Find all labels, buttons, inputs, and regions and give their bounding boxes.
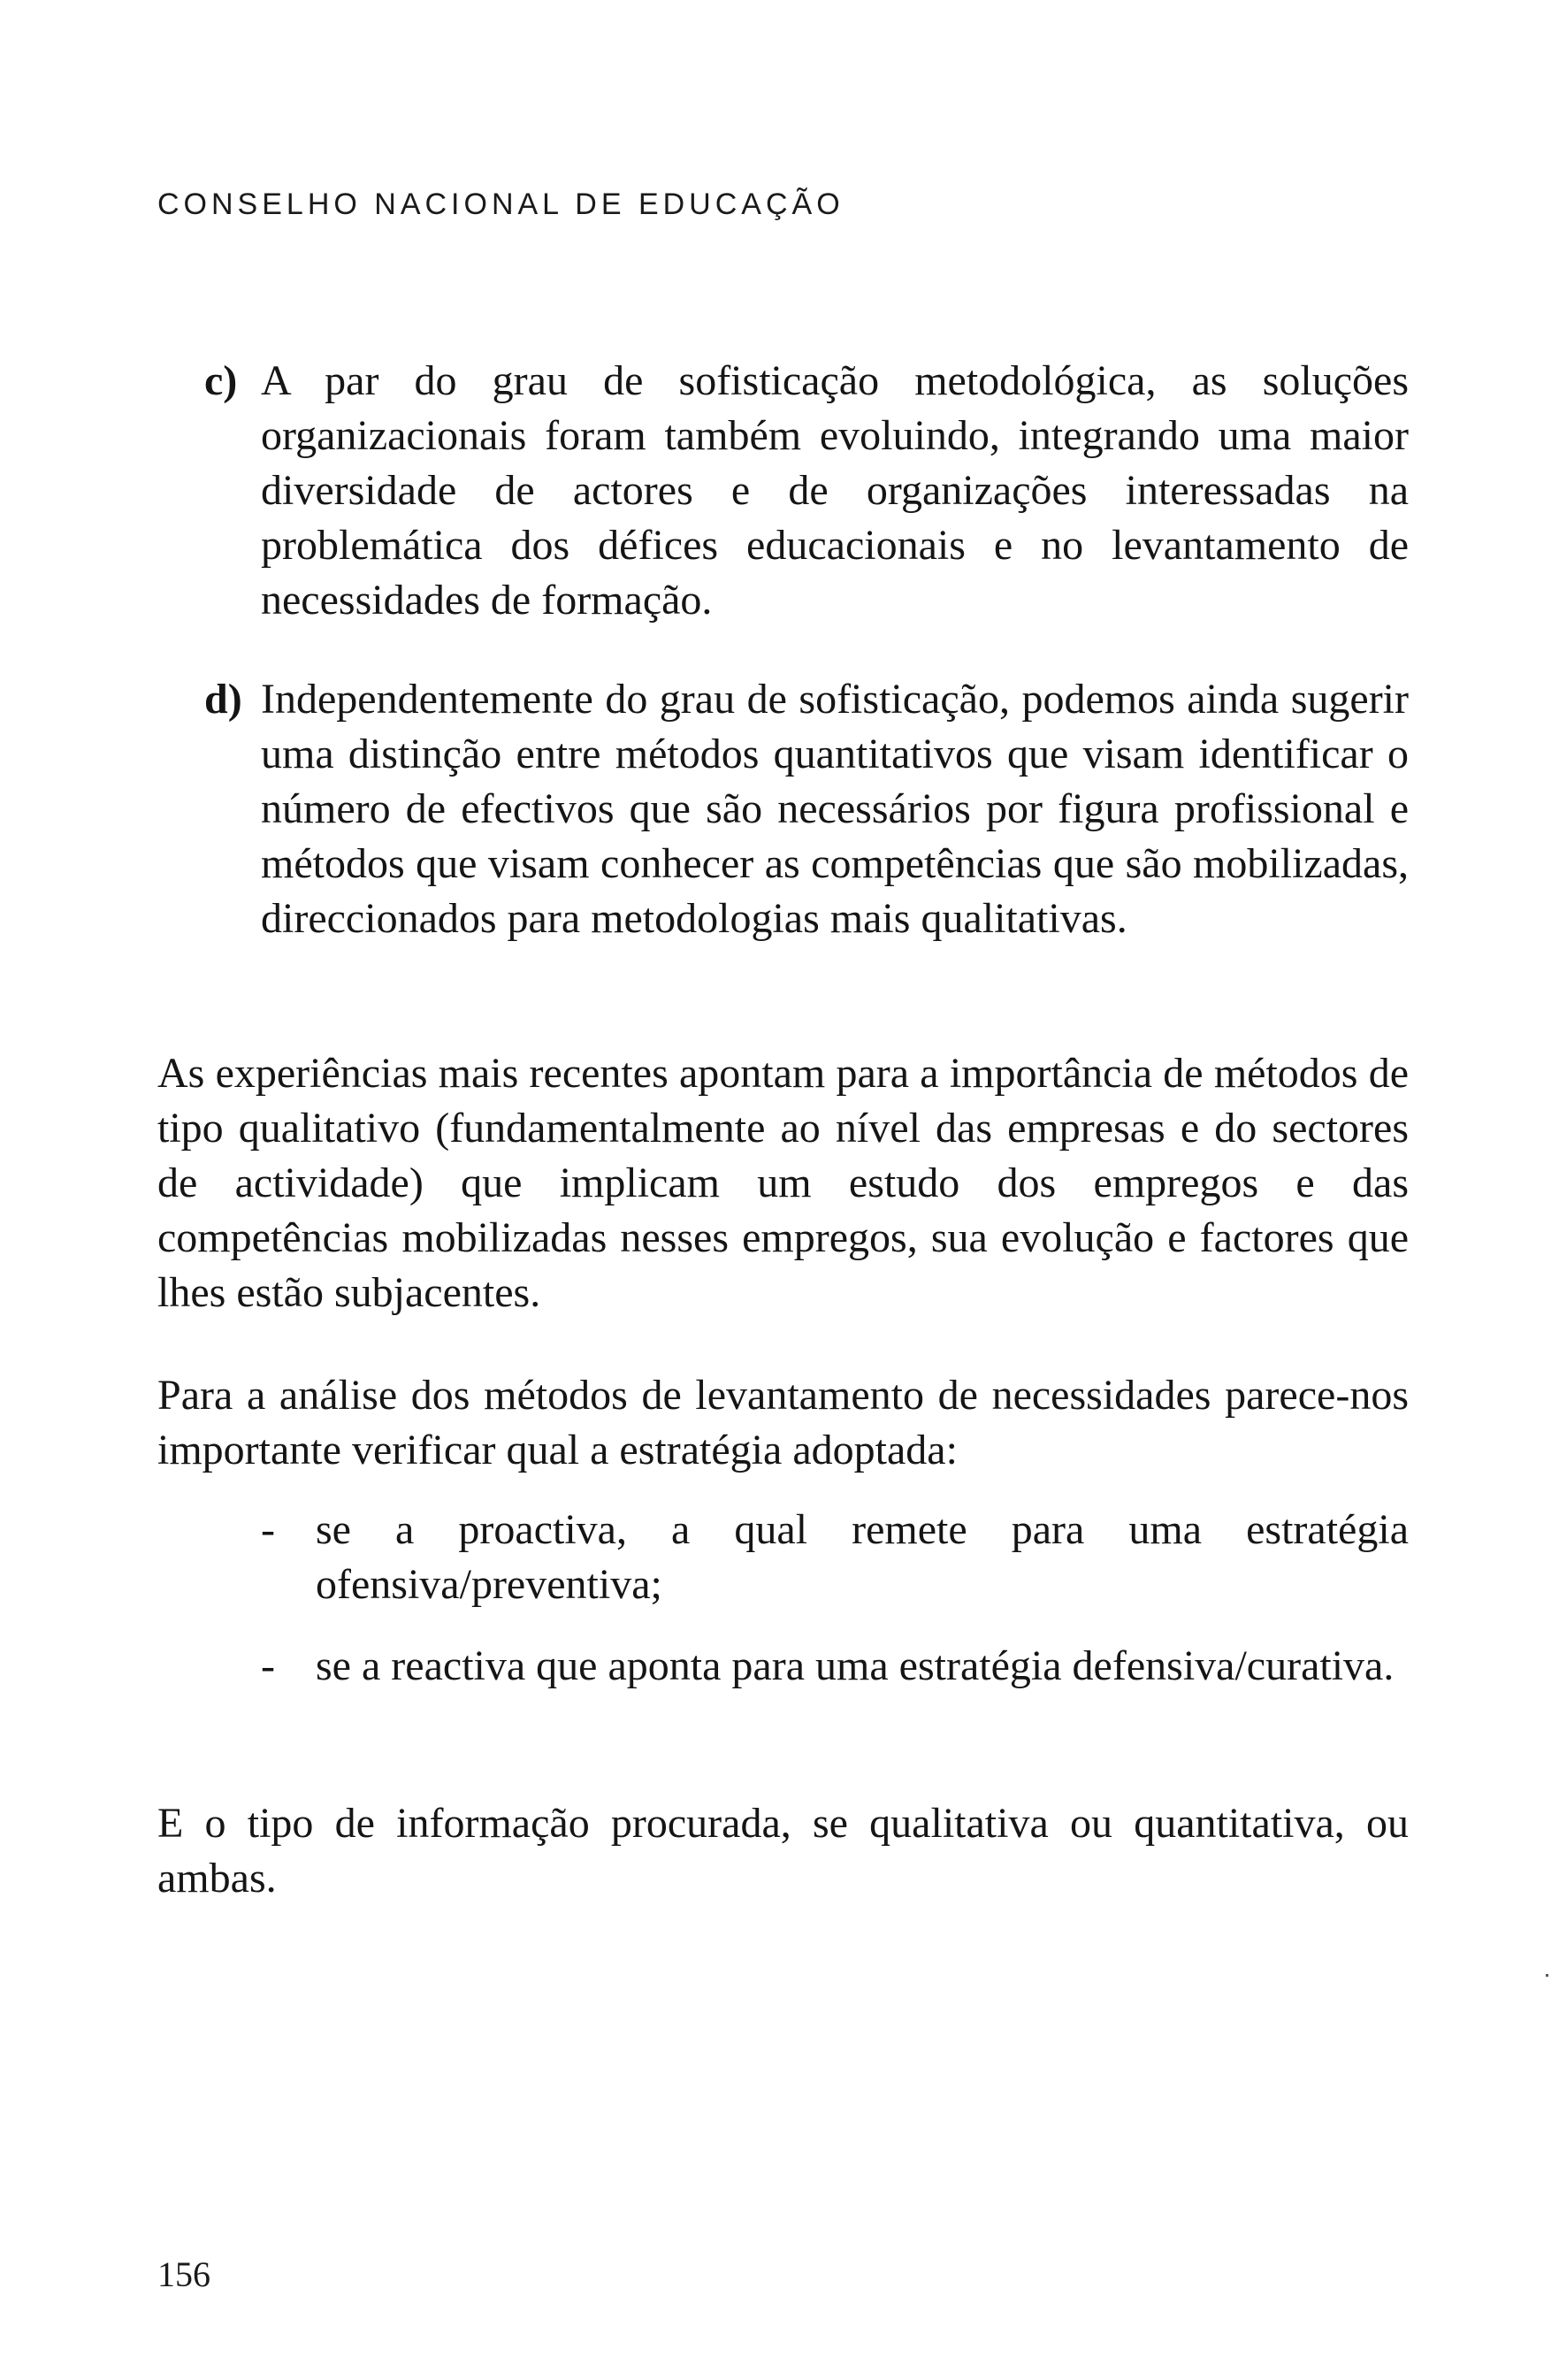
- page-number: 156: [157, 2254, 210, 2294]
- paragraph-tipo-informacao: E o tipo de informação procurada, se qualitativa ou quantitativa, ou ambas.: [157, 1800, 1409, 1902]
- list-marker: d): [204, 676, 242, 723]
- dash-marker: -: [261, 1506, 275, 1553]
- paragraph-analise: Para a análise dos métodos de levantamento de necessidades parece-nos importante verificar qual a estratégia adoptada:: [157, 1372, 1409, 1473]
- list-item-text: A par do grau de sofisticação metodológica, as soluções organizacionais foram também evoluindo, integrando uma maior diversidade de actores e de organizações interessadas na problemática dos défices educacionais e no levantamento de necessidades de formação.: [261, 357, 1409, 624]
- dash-item-text: se a proactiva, a qual remete para uma estratégia ofensiva/preventiva;: [316, 1506, 1409, 1608]
- list-item-text: Independentemente do grau de sofisticação, podemos ainda sugerir uma distinção entre métodos quantitativos que visam identificar o número de efectivos que são necessários por figura profissional e métodos que visam conhecer as competências que são mobilizadas, direccionados para metodologias mais qualitativas.: [261, 676, 1409, 942]
- running-header: CONSELHO NACIONAL DE EDUCAÇÃO: [157, 187, 844, 221]
- list-marker: c): [204, 357, 238, 404]
- dash-item-text: se a reactiva que aponta para uma estratégia defensiva/curativa.: [316, 1642, 1395, 1689]
- scan-speck: [1546, 1974, 1548, 1977]
- paragraph-experiencias: As experiências mais recentes apontam para a importância de métodos de tipo qualitativo (fundamentalmente ao nível das empresas e do sectores de actividade) que implicam um estudo dos empregos e das competências mobilizadas nesses empregos, sua evolução e factores que lhes estão subjacentes.: [157, 1050, 1409, 1316]
- dash-marker: -: [261, 1642, 275, 1689]
